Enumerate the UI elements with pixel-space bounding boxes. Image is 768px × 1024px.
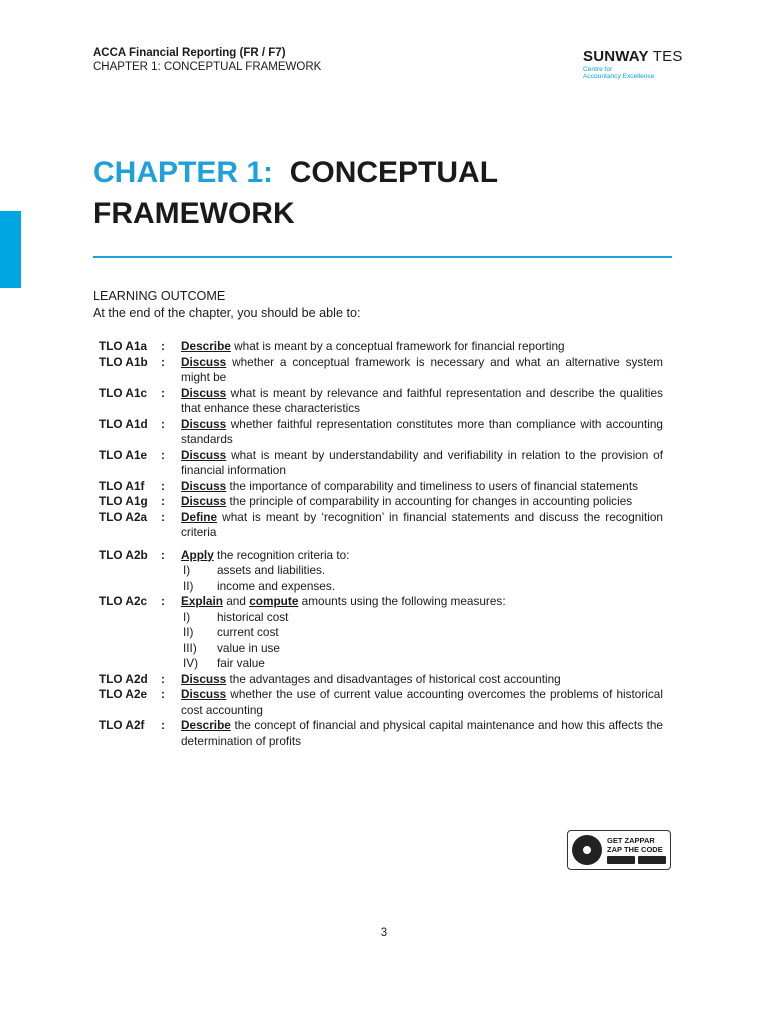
tlo-row (99, 448, 663, 479)
zappar-badge[interactable] (567, 830, 671, 870)
tlo-text: the advantages and disadvantages of historical cost accounting (226, 671, 561, 686)
tlo-text: the recognition criteria to: (213, 547, 350, 562)
tlo-sub-numeral: II) (183, 578, 194, 593)
tlo-row (99, 594, 663, 672)
tlo-verb: Discuss (181, 494, 227, 508)
tlo-description (181, 494, 663, 510)
tlo-colon: : (161, 447, 165, 462)
tlo-verb: Discuss (181, 385, 227, 400)
tlo-colon: : (161, 718, 165, 732)
title-divider (93, 256, 672, 258)
tlo-sub-item (181, 610, 663, 626)
tlo-code: TLO A2b (99, 547, 148, 562)
learning-outcome-heading: LEARNING OUTCOME (93, 289, 226, 303)
tlo-colon: : (161, 671, 165, 686)
tlo-text: what is meant by ‘recognition’ in financial statements and discuss the recognition criteria (181, 509, 663, 539)
tlo-code: TLO A2f (99, 718, 145, 732)
tlo-text: whether a conceptual framework is necessary and what an alternative system might be (181, 354, 663, 384)
tlo-row (99, 355, 663, 386)
tlo-code: TLO A2e (99, 687, 148, 701)
tlo-description (181, 448, 663, 479)
tlo-verb: Discuss (181, 671, 227, 686)
chapter-title (93, 152, 498, 234)
tlo-description (181, 718, 663, 749)
logo-brand: SUNWAY (583, 48, 649, 65)
tlo-sub-text: assets and liabilities. (217, 563, 326, 577)
tlo-verb: Discuss (181, 416, 227, 431)
side-tab (0, 211, 21, 288)
logo-line2: Accountancy Excellence (583, 73, 655, 80)
learning-outcome (93, 288, 360, 322)
tlo-colon: : (161, 594, 165, 608)
tlo-sub-numeral: IV) (183, 656, 199, 670)
zappar-icon (572, 835, 602, 865)
tlo-sub-text: current cost (217, 625, 279, 639)
tlo-sub-text: historical cost (217, 609, 289, 624)
tlo-row (99, 417, 663, 448)
tlo-colon: : (161, 478, 165, 493)
tlo-verb: Define (181, 509, 218, 524)
tlo-verb: Describe (181, 718, 231, 732)
tlo-connector: and (222, 594, 250, 608)
tlo-list (99, 339, 663, 749)
tlo-sub-item (181, 641, 663, 657)
tlo-text: what is meant by a conceptual framework for financial reporting (230, 339, 565, 353)
tlo-colon: : (161, 509, 165, 524)
tlo-sub-item (181, 579, 663, 595)
tlo-verb-2: compute (249, 594, 299, 608)
tlo-code: TLO A1c (99, 385, 148, 400)
tlo-verb: Discuss (181, 447, 227, 462)
chapter-header: CHAPTER 1: CONCEPTUAL FRAMEWORK (93, 61, 322, 73)
chapter-title-line1: CONCEPTUAL (289, 156, 499, 189)
running-header (93, 46, 321, 74)
tlo-code: TLO A1e (99, 447, 148, 462)
tlo-sub-item (181, 563, 663, 579)
tlo-code: TLO A1f (99, 478, 145, 493)
zappar-line2: ZAP THE CODE (607, 845, 663, 854)
tlo-sub-item (181, 625, 663, 641)
tlo-description (181, 672, 663, 688)
tlo-verb: Apply (181, 547, 214, 562)
google-play-icon (638, 856, 666, 864)
tlo-text: what is meant by relevance and faithful representation and describe the qualities that enhance these characteristics (181, 385, 663, 415)
tlo-row (99, 510, 663, 541)
tlo-code: TLO A1d (99, 416, 148, 431)
tlo-verb: Describe (181, 339, 231, 353)
tlo-row (99, 386, 663, 417)
logo-suffix: TES (652, 48, 683, 65)
tlo-verb: Discuss (181, 478, 227, 493)
tlo-verb: Discuss (181, 687, 227, 701)
page-number: 3 (380, 927, 388, 939)
tlo-description (181, 339, 663, 355)
tlo-sub-text: fair value (217, 656, 265, 670)
tlo-colon: : (161, 385, 165, 400)
tlo-colon: : (161, 339, 165, 353)
tlo-description (181, 479, 663, 495)
tlo-sub-numeral: III) (183, 640, 197, 655)
tlo-code: TLO A2d (99, 671, 148, 686)
tlo-verb: Discuss (181, 354, 227, 369)
tlo-row (99, 672, 663, 688)
tlo-colon: : (161, 354, 165, 369)
tlo-description (181, 510, 663, 541)
zappar-line1: GET ZAPPAR (607, 836, 655, 845)
tlo-sub-numeral: I) (183, 563, 191, 577)
tlo-code: TLO A2c (99, 594, 148, 608)
tlo-text: the importance of comparability and timeliness to users of financial statements (226, 478, 639, 493)
tlo-description (181, 594, 663, 672)
tlo-description (181, 355, 663, 386)
chapter-title-prefix: CHAPTER 1: (93, 156, 274, 189)
tlo-description (181, 548, 663, 595)
logo-line1: Centre for (583, 66, 613, 73)
tlo-verb: Explain (181, 594, 223, 608)
tlo-row (99, 479, 663, 495)
tlo-colon: : (161, 547, 165, 562)
tlo-text: whether the use of current value accounting overcomes the problems of historical cost accounting (181, 687, 663, 717)
tlo-sub-text: income and expenses. (217, 578, 336, 593)
tlo-text: amounts using the following measures: (298, 594, 506, 608)
tlo-row (99, 548, 663, 595)
chapter-title-line2: FRAMEWORK (93, 197, 295, 230)
tlo-text: whether faithful representation constitutes more than compliance with accounting standards (181, 416, 663, 446)
tlo-row (99, 339, 663, 355)
learning-outcome-intro: At the end of the chapter, you should be able to: (93, 306, 361, 320)
tlo-sub-item (181, 656, 663, 672)
app-store-icon (607, 856, 635, 864)
tlo-description (181, 687, 663, 718)
tlo-description (181, 417, 663, 448)
tlo-code: TLO A1g (99, 494, 148, 508)
sunway-tes-logo (583, 49, 683, 80)
tlo-colon: : (161, 416, 165, 431)
tlo-sub-numeral: II) (183, 625, 194, 639)
tlo-code: TLO A1b (99, 354, 148, 369)
tlo-code: TLO A1a (99, 339, 148, 353)
tlo-colon: : (161, 494, 165, 508)
tlo-text: what is meant by understandability and verifiability in relation to the provision of financial information (181, 447, 663, 477)
tlo-sub-text: value in use (217, 640, 280, 655)
tlo-description (181, 386, 663, 417)
tlo-row (99, 687, 663, 718)
tlo-code: TLO A2a (99, 509, 148, 524)
tlo-row (99, 718, 663, 749)
tlo-colon: : (161, 687, 165, 701)
course-title: ACCA Financial Reporting (FR / F7) (93, 47, 286, 59)
tlo-text: the principle of comparability in accounting for changes in accounting policies (226, 494, 633, 508)
tlo-text: the concept of financial and physical capital maintenance and how this affects the determination of profits (181, 718, 663, 748)
tlo-sub-numeral: I) (183, 609, 191, 624)
tlo-row (99, 494, 663, 510)
